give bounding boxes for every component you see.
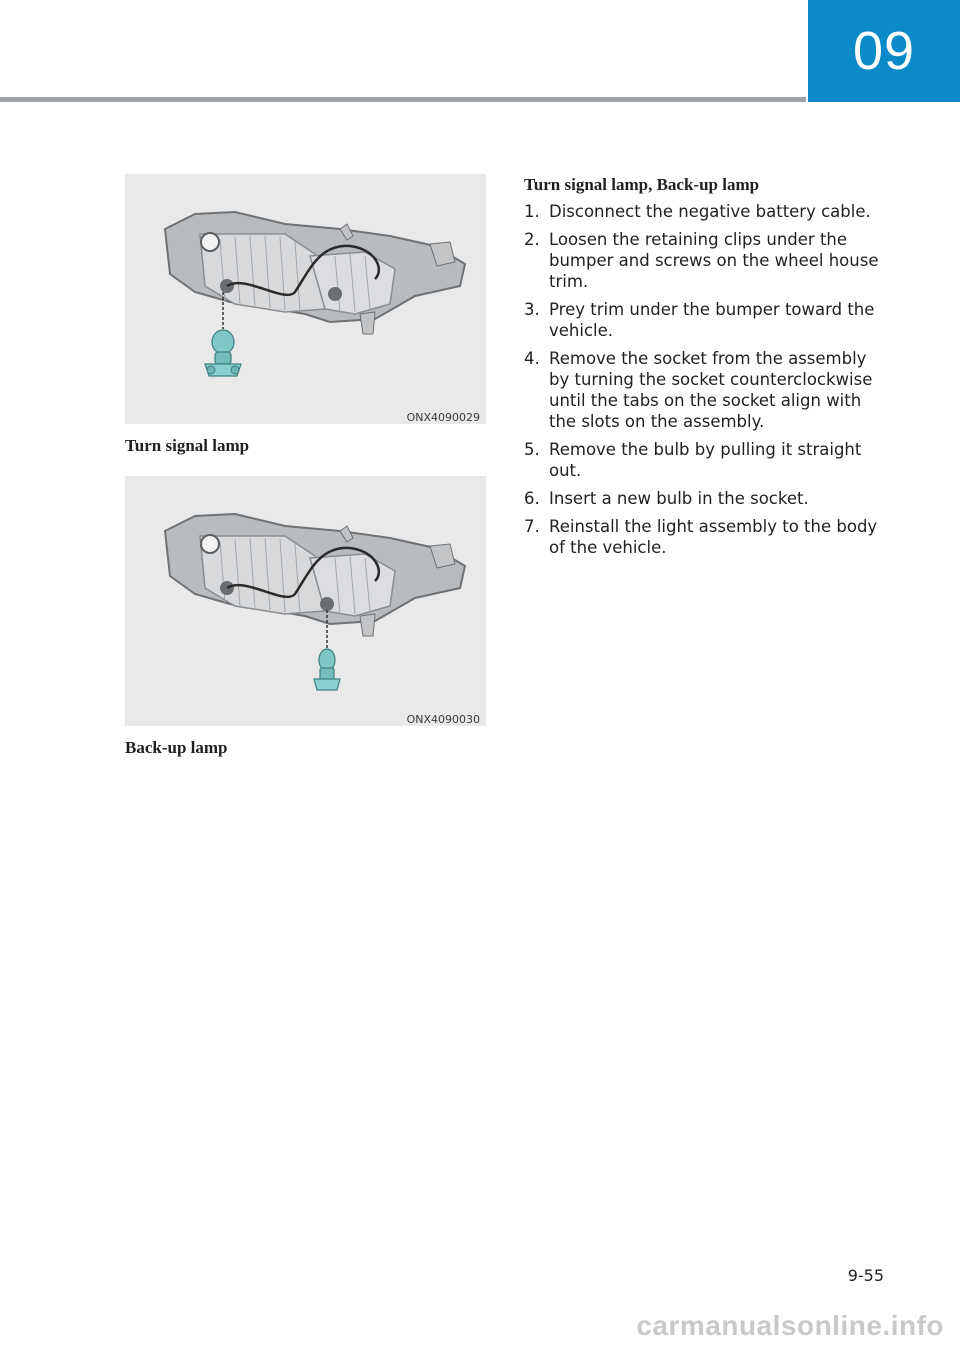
header-rule — [0, 97, 806, 102]
step-number: 3. — [524, 300, 540, 319]
step-item — [524, 439, 884, 481]
watermark: carmanualsonline.info — [636, 1310, 944, 1341]
page-number: 9-55 — [847, 1266, 884, 1285]
step-text: Insert a new bulb in the socket. — [549, 489, 809, 508]
step-number: 2. — [524, 230, 540, 249]
figure-code: ONX4090030 — [406, 713, 480, 726]
step-item — [524, 348, 884, 432]
figure-backup — [125, 476, 486, 726]
bulb-socket-icon — [314, 649, 340, 690]
figure-turn-signal — [125, 174, 486, 424]
step-text: Disconnect the negative battery cable. — [549, 202, 871, 221]
step-text: Remove the socket from the assembly by turning the socket counterclockwise until the tabs on the socket align with the slots on the assembly. — [549, 349, 873, 431]
chapter-tab: 09 — [808, 0, 960, 102]
step-text: Loosen the retaining clips under the bumper and screws on the wheel house trim. — [549, 230, 879, 291]
step-number: 4. — [524, 349, 540, 368]
step-item — [524, 201, 884, 222]
turn-signal-lamp-illustration — [125, 174, 486, 424]
step-number: 1. — [524, 202, 540, 221]
step-text: Prey trim under the bumper toward the vehicle. — [549, 300, 875, 340]
step-number: 7. — [524, 517, 540, 536]
step-number: 6. — [524, 489, 540, 508]
step-text: Remove the bulb by pulling it straight out. — [549, 440, 862, 480]
step-item — [524, 516, 884, 558]
figure-caption: Turn signal lamp — [125, 436, 250, 455]
figure-code: ONX4090029 — [406, 411, 480, 424]
backup-lamp-illustration — [125, 476, 486, 726]
step-text: Reinstall the light assembly to the body of the vehicle. — [549, 517, 878, 557]
bulb-socket-icon — [205, 330, 241, 376]
step-number: 5. — [524, 440, 540, 459]
step-item — [524, 229, 884, 292]
instruction-steps — [524, 201, 884, 565]
step-item — [524, 299, 884, 341]
figure-caption: Back-up lamp — [125, 738, 228, 757]
step-item — [524, 488, 884, 509]
section-title: Turn signal lamp, Back-up lamp — [524, 175, 760, 194]
